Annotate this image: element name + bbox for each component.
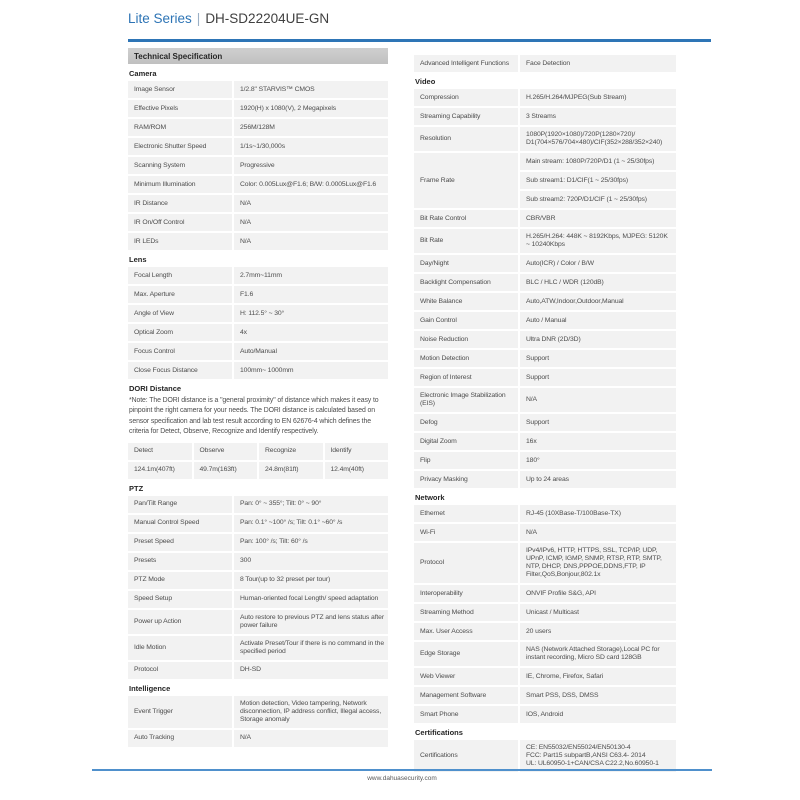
spec-value: Pan: 100° /s; Tilt: 60° /s (234, 534, 388, 551)
spec-value: Support (520, 350, 676, 367)
spec-value-group (234, 81, 388, 98)
right-spec-column (414, 55, 676, 774)
spec-row (414, 108, 676, 125)
spec-row (414, 229, 676, 253)
spec-value: N/A (234, 214, 388, 231)
spec-label: Edge Storage (414, 642, 518, 666)
spec-value-group (234, 515, 388, 532)
spec-value: 1/2.8" STARVIS™ CMOS (234, 81, 388, 98)
spec-row (414, 312, 676, 329)
spec-value: Human-oriented focal Length/ speed adaptation (234, 591, 388, 608)
spec-value-group (520, 293, 676, 310)
spec-value-group (234, 195, 388, 212)
spec-label: Bit Rate Control (414, 210, 518, 227)
spec-value-line: UL: UL60950-1+CAN/CSA C22.2,No.60950-1 (526, 760, 659, 767)
spec-value-group (234, 138, 388, 155)
spec-label: Idle Motion (128, 636, 232, 660)
spec-row (128, 496, 388, 513)
title-separator: | (196, 11, 201, 26)
spec-label: Bit Rate (414, 229, 518, 253)
spec-value: H: 112.5° ~ 30° (234, 305, 388, 322)
spec-value: Smart PSS, DSS, DMSS (520, 687, 676, 704)
spec-value: Sub stream1: D1/CIF(1 ~ 25/30fps) (520, 172, 676, 189)
spec-label: Optical Zoom (128, 324, 232, 341)
spec-value-group (234, 119, 388, 136)
spec-label: Preset Speed (128, 534, 232, 551)
spec-row (414, 414, 676, 431)
spec-value: 100mm~ 1000mm (234, 362, 388, 379)
spec-value-group (520, 414, 676, 431)
spec-row (128, 305, 388, 322)
spec-value-group (520, 127, 676, 151)
spec-value: N/A (234, 233, 388, 250)
spec-value: CBR/VBR (520, 210, 676, 227)
spec-value: 1/1s~1/30,000s (234, 138, 388, 155)
spec-value-group (520, 274, 676, 291)
spec-label: Pan/Tilt Range (128, 496, 232, 513)
spec-row (414, 623, 676, 640)
dori-header-cell: Observe (194, 443, 258, 460)
spec-label: Close Focus Distance (128, 362, 232, 379)
spec-value-line: 1080P(1920×1080)/720P(1280×720)/ (526, 131, 636, 138)
spec-row (128, 343, 388, 360)
spec-row (414, 642, 676, 666)
spec-value: 20 users (520, 623, 676, 640)
spec-value-line: D1(704×576/704×480)/CIF(352×288/352×240) (526, 139, 663, 146)
spec-value: N/A (520, 388, 676, 412)
document-title (128, 11, 329, 26)
spec-row (414, 471, 676, 488)
spec-label: RAM/ROM (128, 119, 232, 136)
dori-value-cell: 124.1m(407ft) (128, 462, 192, 479)
section-title: DORI Distance (129, 384, 182, 393)
spec-value-group (234, 286, 388, 303)
spec-label: White Balance (414, 293, 518, 310)
spec-label: Presets (128, 553, 232, 570)
spec-row (128, 572, 388, 589)
footer-website: www.dahuasecurity.com (367, 775, 437, 782)
spec-row (414, 604, 676, 621)
spec-value-group (234, 496, 388, 513)
spec-row (414, 505, 676, 522)
spec-row (128, 553, 388, 570)
dori-value-cell: 49.7m(163ft) (194, 462, 258, 479)
spec-label: PTZ Mode (128, 572, 232, 589)
spec-value-group (520, 623, 676, 640)
spec-value: Support (520, 414, 676, 431)
spec-value-group (234, 233, 388, 250)
spec-value: H.265/H.264: 448K ~ 8192Kbps, MJPEG: 5120K ~ 10240Kbps (520, 229, 676, 253)
spec-label: Streaming Capability (414, 108, 518, 125)
spec-value: Auto / Manual (520, 312, 676, 329)
spec-value (520, 127, 676, 151)
spec-label: Image Sensor (128, 81, 232, 98)
spec-value: Pan: 0° ~ 355°; Tilt: 0° ~ 90° (234, 496, 388, 513)
spec-value-group (520, 255, 676, 272)
spec-label: IR On/Off Control (128, 214, 232, 231)
spec-label: Resolution (414, 127, 518, 151)
spec-value-group (234, 553, 388, 570)
spec-label: Electronic Shutter Speed (128, 138, 232, 155)
spec-value: Auto/Manual (234, 343, 388, 360)
spec-value: Color: 0.005Lux@F1.6; B/W: 0.0005Lux@F1.6 (234, 176, 388, 193)
spec-label: Speed Setup (128, 591, 232, 608)
spec-row (414, 369, 676, 386)
section-title: Video (415, 77, 436, 86)
spec-label: Compression (414, 89, 518, 106)
spec-label: Interoperability (414, 585, 518, 602)
spec-row (414, 668, 676, 685)
spec-value: ONVIF Profile S&G, API (520, 585, 676, 602)
spec-value-group (234, 636, 388, 660)
spec-row (128, 696, 388, 728)
spec-value: Ultra DNR (2D/3D) (520, 331, 676, 348)
dori-header-cell: Detect (128, 443, 192, 460)
spec-label: Angle of View (128, 305, 232, 322)
spec-row (128, 81, 388, 98)
section-title: PTZ (129, 483, 144, 493)
spec-value-group (520, 153, 676, 208)
spec-value-group (520, 524, 676, 541)
section-title: Certifications (415, 728, 463, 737)
spec-row (128, 100, 388, 117)
spec-value-group (520, 350, 676, 367)
spec-value: F1.6 (234, 286, 388, 303)
spec-row (414, 293, 676, 310)
spec-row (128, 157, 388, 174)
spec-label: Manual Control Speed (128, 515, 232, 532)
dori-value-row (128, 462, 388, 479)
spec-label: Gain Control (414, 312, 518, 329)
spec-value: Face Detection (520, 55, 676, 72)
spec-row (128, 324, 388, 341)
spec-row (414, 331, 676, 348)
spec-value-group (520, 312, 676, 329)
spec-row (414, 350, 676, 367)
spec-value-group (520, 331, 676, 348)
spec-value-group (234, 572, 388, 589)
spec-value-group (520, 543, 676, 583)
spec-label: Smart Phone (414, 706, 518, 723)
spec-bar-title: Technical Specification (134, 51, 223, 61)
spec-value-group (520, 585, 676, 602)
spec-value-group (234, 305, 388, 322)
spec-label: Minimum Illumination (128, 176, 232, 193)
spec-value: NAS (Network Attached Storage),Local PC for instant recording, Micro SD card 128GB (520, 642, 676, 666)
spec-row (414, 706, 676, 723)
spec-value: IE, Chrome, Firefox, Safari (520, 668, 676, 685)
spec-value-group (234, 534, 388, 551)
spec-value: Auto,ATW,Indoor,Outdoor,Manual (520, 293, 676, 310)
spec-value-group (234, 100, 388, 117)
spec-row (414, 274, 676, 291)
spec-value-group (520, 388, 676, 412)
footer-divider-line (92, 769, 712, 771)
spec-value-group (520, 668, 676, 685)
spec-label: Streaming Method (414, 604, 518, 621)
spec-row (414, 210, 676, 227)
spec-value-group (520, 55, 676, 72)
spec-value-group (520, 108, 676, 125)
spec-value: H.265/H.264/MJPEG(Sub Stream) (520, 89, 676, 106)
spec-row (128, 662, 388, 679)
section-title: Network (415, 493, 445, 502)
spec-value: N/A (234, 730, 388, 747)
spec-label: IR LEDs (128, 233, 232, 250)
spec-label: Max. Aperture (128, 286, 232, 303)
spec-row (128, 195, 388, 212)
spec-row (128, 610, 388, 634)
spec-label: Ethernet (414, 505, 518, 522)
section-title: Camera (129, 69, 157, 78)
spec-row (128, 176, 388, 193)
spec-value-group (234, 696, 388, 728)
spec-label: Protocol (414, 543, 518, 583)
spec-row (414, 388, 676, 412)
spec-value: Main stream: 1080P/720P/D1 (1 ~ 25/30fps) (520, 153, 676, 170)
spec-row (414, 740, 676, 772)
spec-label: Management Software (414, 687, 518, 704)
spec-label: Privacy Masking (414, 471, 518, 488)
section-title: Intelligence (129, 683, 171, 693)
spec-value: 2.7mm~11mm (234, 267, 388, 284)
spec-row (414, 255, 676, 272)
spec-label: Noise Reduction (414, 331, 518, 348)
spec-value: 3 Streams (520, 108, 676, 125)
spec-value-group (234, 362, 388, 379)
series-name: Lite Series (128, 11, 192, 26)
spec-value: 300 (234, 553, 388, 570)
spec-value: DH-SD (234, 662, 388, 679)
spec-label: Frame Rate (414, 153, 518, 208)
dori-header-cell: Recognize (259, 443, 323, 460)
spec-row (414, 89, 676, 106)
spec-value-line: FCC: Part15 subpartB,ANSI C63.4- 2014 (526, 752, 646, 759)
spec-row (414, 524, 676, 541)
spec-row (128, 362, 388, 379)
model-number: DH-SD22204UE-GN (205, 11, 330, 26)
spec-row (128, 591, 388, 608)
spec-label: IR Distance (128, 195, 232, 212)
spec-value-group (520, 740, 676, 772)
spec-label: Power up Action (128, 610, 232, 634)
spec-label: Day/Night (414, 255, 518, 272)
spec-label: Advanced Intelligent Functions (414, 55, 518, 72)
spec-value-group (234, 343, 388, 360)
dori-header-cell: Identify (325, 443, 389, 460)
spec-value: Auto restore to previous PTZ and lens status after power failure (234, 610, 388, 634)
spec-label: Defog (414, 414, 518, 431)
spec-value: Progressive (234, 157, 388, 174)
spec-value-group (234, 324, 388, 341)
spec-label: Protocol (128, 662, 232, 679)
spec-value-line: CE: EN55032/EN55024/EN50130-4 (526, 744, 631, 751)
spec-value: 16x (520, 433, 676, 450)
spec-row (414, 55, 676, 72)
spec-row (414, 153, 676, 208)
dori-value-cell: 12.4m(40ft) (325, 462, 389, 479)
spec-value-group (520, 229, 676, 253)
spec-row (128, 534, 388, 551)
spec-value-group (520, 604, 676, 621)
spec-label: Flip (414, 452, 518, 469)
dori-value-cell: 24.8m(81ft) (259, 462, 323, 479)
spec-value-group (234, 730, 388, 747)
spec-row (128, 730, 388, 747)
spec-section-bar (128, 48, 388, 64)
spec-value-group (234, 591, 388, 608)
spec-value-group (520, 89, 676, 106)
spec-value (520, 740, 676, 772)
spec-value-group (234, 267, 388, 284)
spec-value: 256M/128M (234, 119, 388, 136)
spec-value-group (520, 642, 676, 666)
spec-value-group (234, 157, 388, 174)
spec-value-group (520, 452, 676, 469)
spec-row (128, 286, 388, 303)
spec-label: Motion Detection (414, 350, 518, 367)
spec-value: Pan: 0.1° ~100° /s; Tilt: 0.1° ~60° /s (234, 515, 388, 532)
spec-value-group (234, 176, 388, 193)
spec-label: Auto Tracking (128, 730, 232, 747)
spec-label: Scanning System (128, 157, 232, 174)
spec-value: IPv4/IPv6, HTTP, HTTPS, SSL, TCP/IP, UDP, UPnP, ICMP, IGMP, SNMP, RTSP, RTP, SMTP, NTP, DHCP, DNS,PPPOE,DDNS,FTP, IP Filter,QoS,Bonjour,802.1x (520, 543, 676, 583)
spec-row (128, 515, 388, 532)
spec-value-group (234, 214, 388, 231)
header-divider-line (128, 39, 711, 42)
spec-value: 4x (234, 324, 388, 341)
spec-value-group (234, 662, 388, 679)
spec-label: Electronic Image Stabilization (EIS) (414, 388, 518, 412)
spec-row (414, 127, 676, 151)
spec-label: Focus Control (128, 343, 232, 360)
spec-value: Auto(ICR) / Color / B/W (520, 255, 676, 272)
spec-value-group (520, 505, 676, 522)
spec-value: Motion detection, Video tampering, Network disconnection, IP address conflict, Illegal access, Storage anomaly (234, 696, 388, 728)
spec-value: N/A (520, 524, 676, 541)
spec-label: Max. User Access (414, 623, 518, 640)
spec-label: Backlight Compensation (414, 274, 518, 291)
spec-row (414, 452, 676, 469)
spec-value: BLC / HLC / WDR (120dB) (520, 274, 676, 291)
spec-value-group (520, 706, 676, 723)
spec-row (414, 433, 676, 450)
spec-row (414, 585, 676, 602)
spec-row (128, 267, 388, 284)
spec-value-group (520, 210, 676, 227)
spec-value: Support (520, 369, 676, 386)
spec-label: Effective Pixels (128, 100, 232, 117)
spec-value: Activate Preset/Tour if there is no command in the specified period (234, 636, 388, 660)
spec-row (128, 214, 388, 231)
spec-row (128, 119, 388, 136)
spec-value: 8 Tour(up to 32 preset per tour) (234, 572, 388, 589)
spec-value: 180° (520, 452, 676, 469)
spec-row (414, 687, 676, 704)
spec-value: Unicast / Multicast (520, 604, 676, 621)
spec-label: Web Viewer (414, 668, 518, 685)
spec-row (128, 233, 388, 250)
spec-label: Region of Interest (414, 369, 518, 386)
dori-note: *Note: The DORI distance is a "general proximity" of distance which makes it easy to pinpoint the right camera for your needs. The DORI distance is calculated based on sensor specification and lab test result according to EN 62676-4 which defines the criteria for Detect, Observe, Recognize and Identify respectively. (129, 397, 379, 436)
spec-value-group (520, 369, 676, 386)
spec-value: Up to 24 areas (520, 471, 676, 488)
dori-header-row (128, 443, 388, 460)
spec-row (128, 636, 388, 660)
spec-value-group (520, 687, 676, 704)
spec-label: Certifications (414, 740, 518, 772)
spec-value: N/A (234, 195, 388, 212)
left-spec-column (128, 64, 388, 749)
section-title: Lens (129, 255, 147, 264)
spec-row (128, 138, 388, 155)
spec-value-group (520, 433, 676, 450)
spec-label: Focal Length (128, 267, 232, 284)
spec-label: Wi-Fi (414, 524, 518, 541)
spec-value-group (520, 471, 676, 488)
spec-value-group (234, 610, 388, 634)
spec-label: Event Trigger (128, 696, 232, 728)
spec-value: RJ-45 (10XBase-T/100Base-TX) (520, 505, 676, 522)
spec-value: 1920(H) x 1080(V), 2 Megapixels (234, 100, 388, 117)
spec-label: Digital Zoom (414, 433, 518, 450)
spec-value: IOS, Android (520, 706, 676, 723)
spec-row (414, 543, 676, 583)
spec-value: Sub stream2: 720P/D1/CIF (1 ~ 25/30fps) (520, 191, 676, 208)
